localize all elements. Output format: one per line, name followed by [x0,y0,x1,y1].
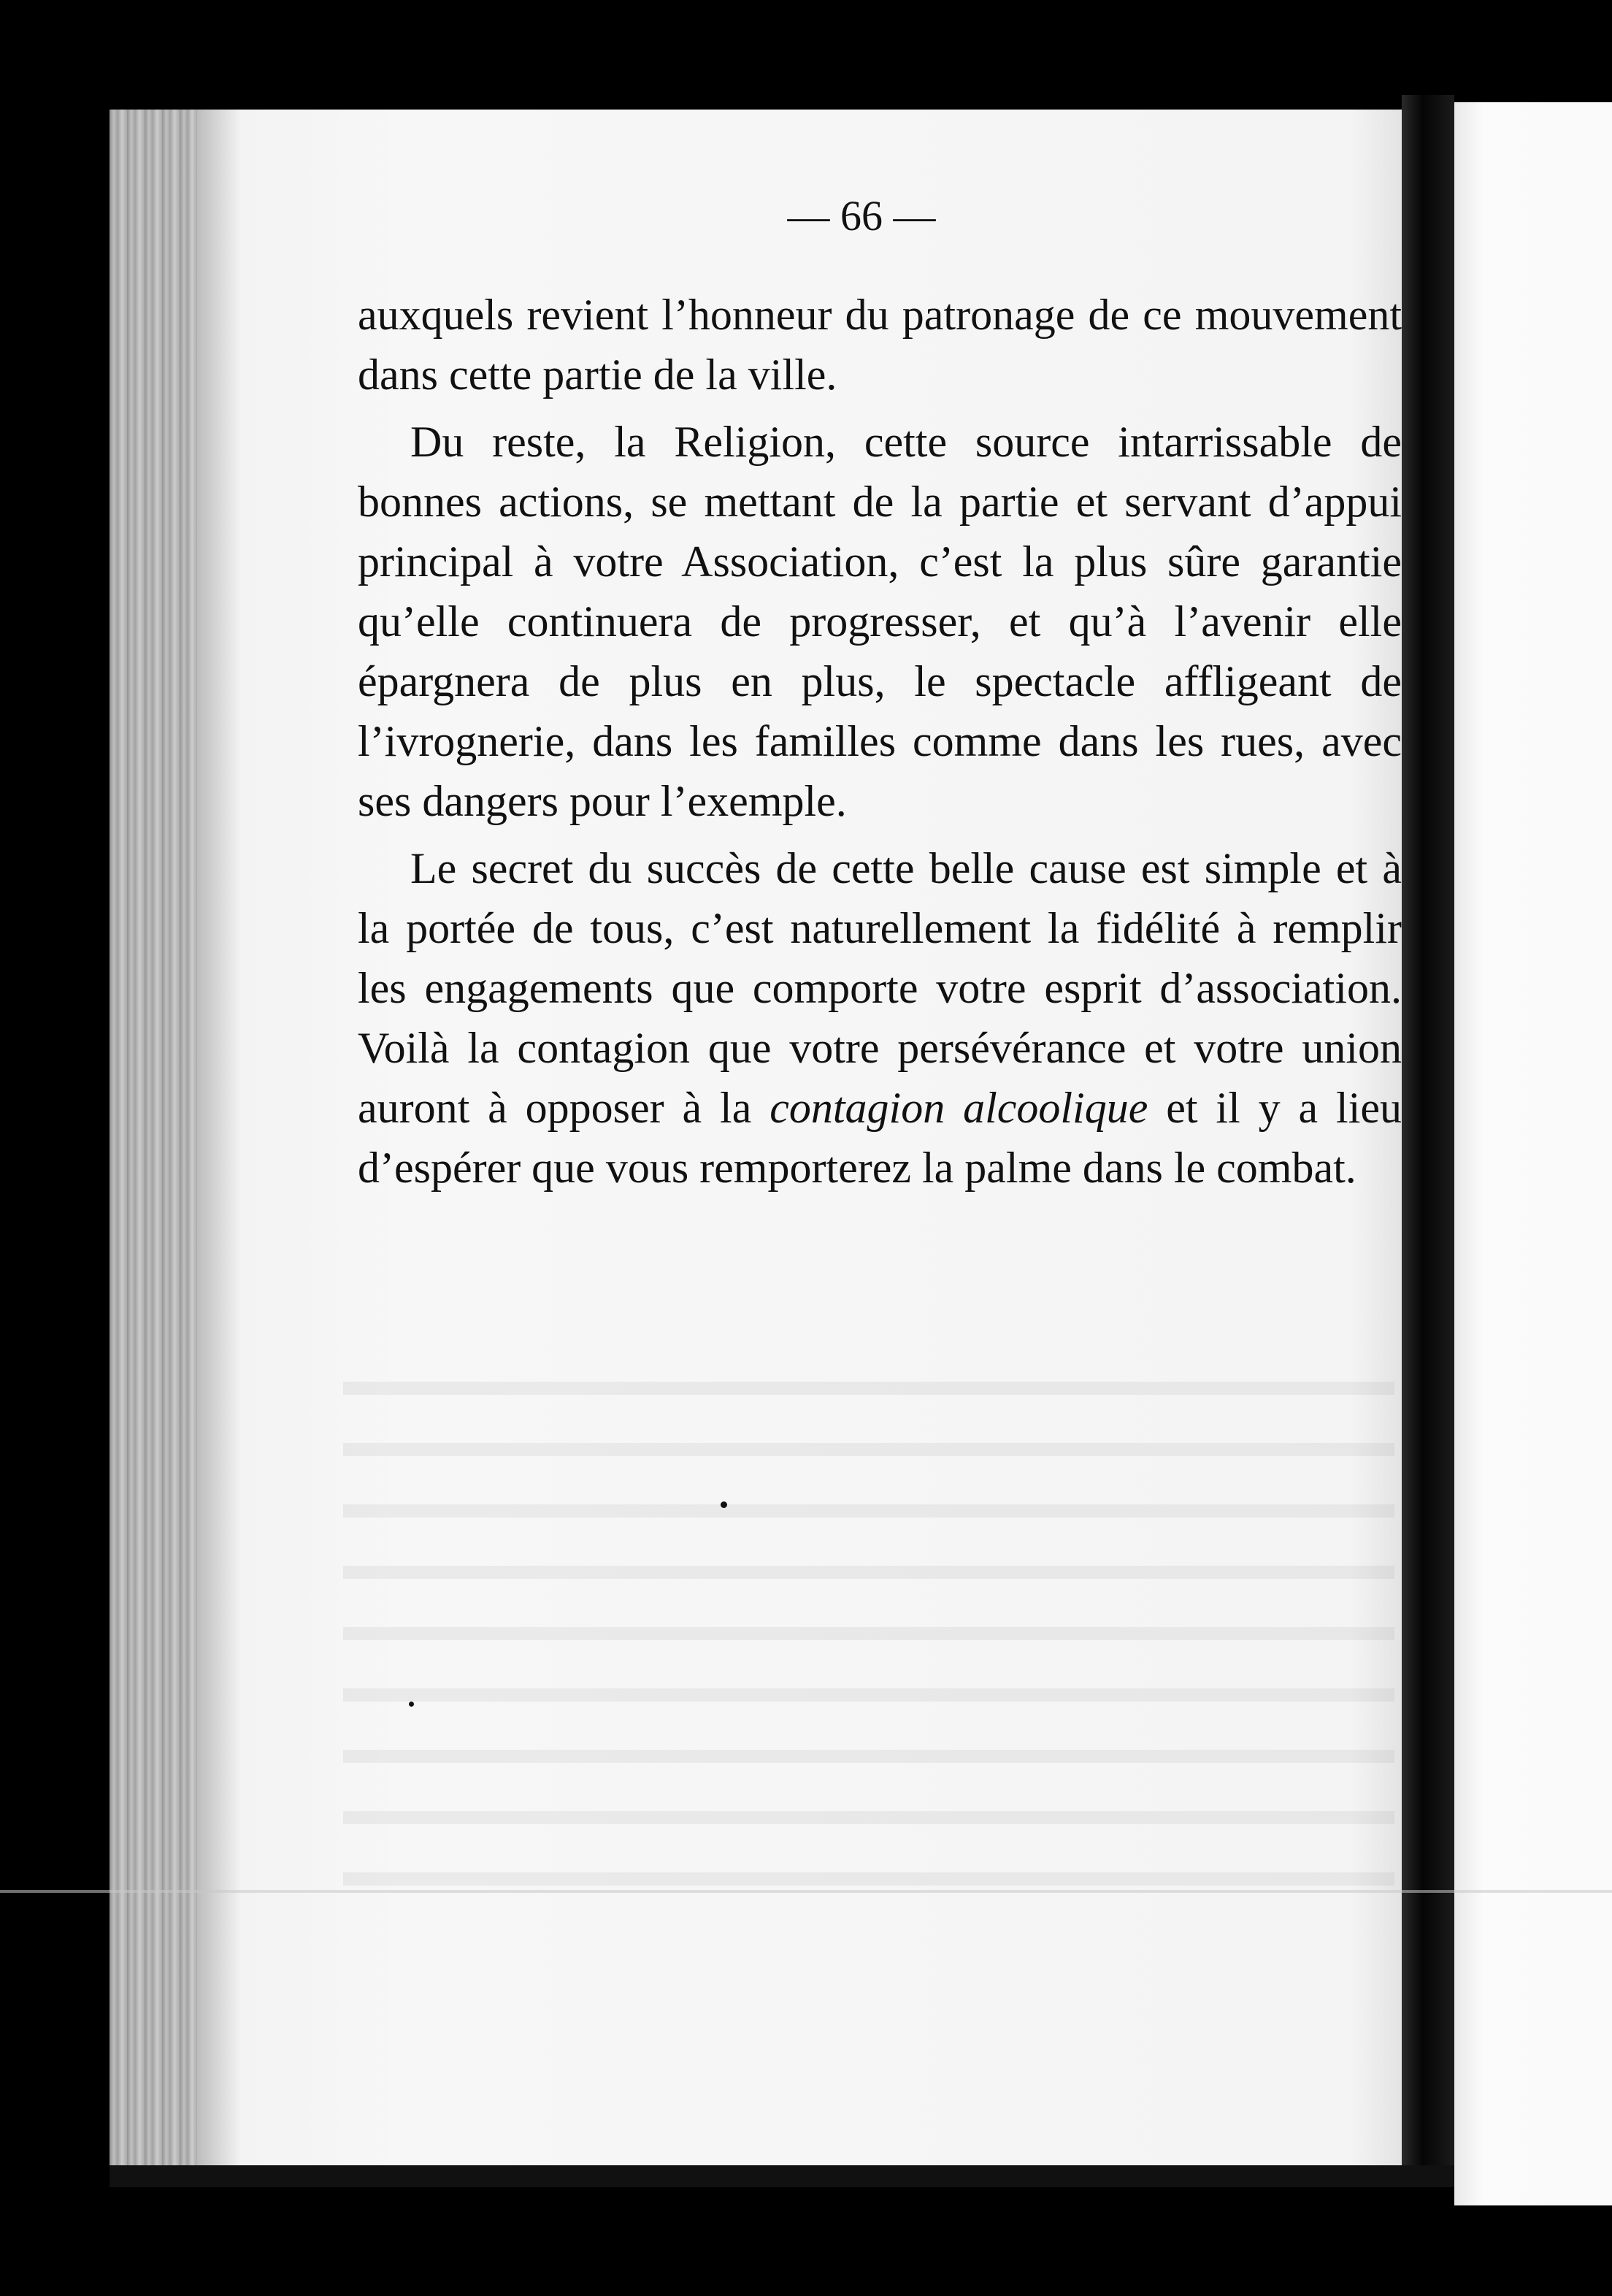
left-page-body [358,285,1402,1198]
paragraph-1: auxquels revient l’honneur du patronage de ce mouvement dans cette partie de la ville. [358,291,1402,399]
scanner-artifact-line [0,1890,1612,1893]
page-number: — 66 — [787,192,936,240]
paragraph-3-start: Le secret du succès de cette belle cause est simple et à la portée de tous, c’est naturellement la fidélité à remplir les engagements que comporte votre esprit d’association. Voilà la contagion que votre persévérance et votre union auront à opposer à la [358,844,1402,1132]
ink-speck [721,1501,727,1508]
paragraph-3 [358,838,1402,1198]
italic-phrase: contagion alcoolique [769,1084,1148,1132]
paragraph-3-end: et il y a lieu d’espérer que vous remporterez la palme dans le combat. [358,1084,1402,1192]
page-bottom-edge [110,2165,1454,2187]
page-gutter-shadow [110,110,197,2169]
gutter-fade [197,110,241,2169]
show-through-text [343,1344,1394,1928]
paragraph-2: Du reste, la Religion, cette source intarrissable de bonnes actions, se mettant de la partie et servant d’appui principal à votre Association, c’est la plus sûre garantie qu’elle continuera de progresser, et qu’à l’avenir elle épargnera de plus en plus, le spectacle affligeant de l’ivrognerie, dans les familles comme dans les rues, avec ses dangers pour l’exemple. [358,418,1402,825]
ink-speck [409,1702,414,1707]
book-spine [1402,95,1454,2184]
